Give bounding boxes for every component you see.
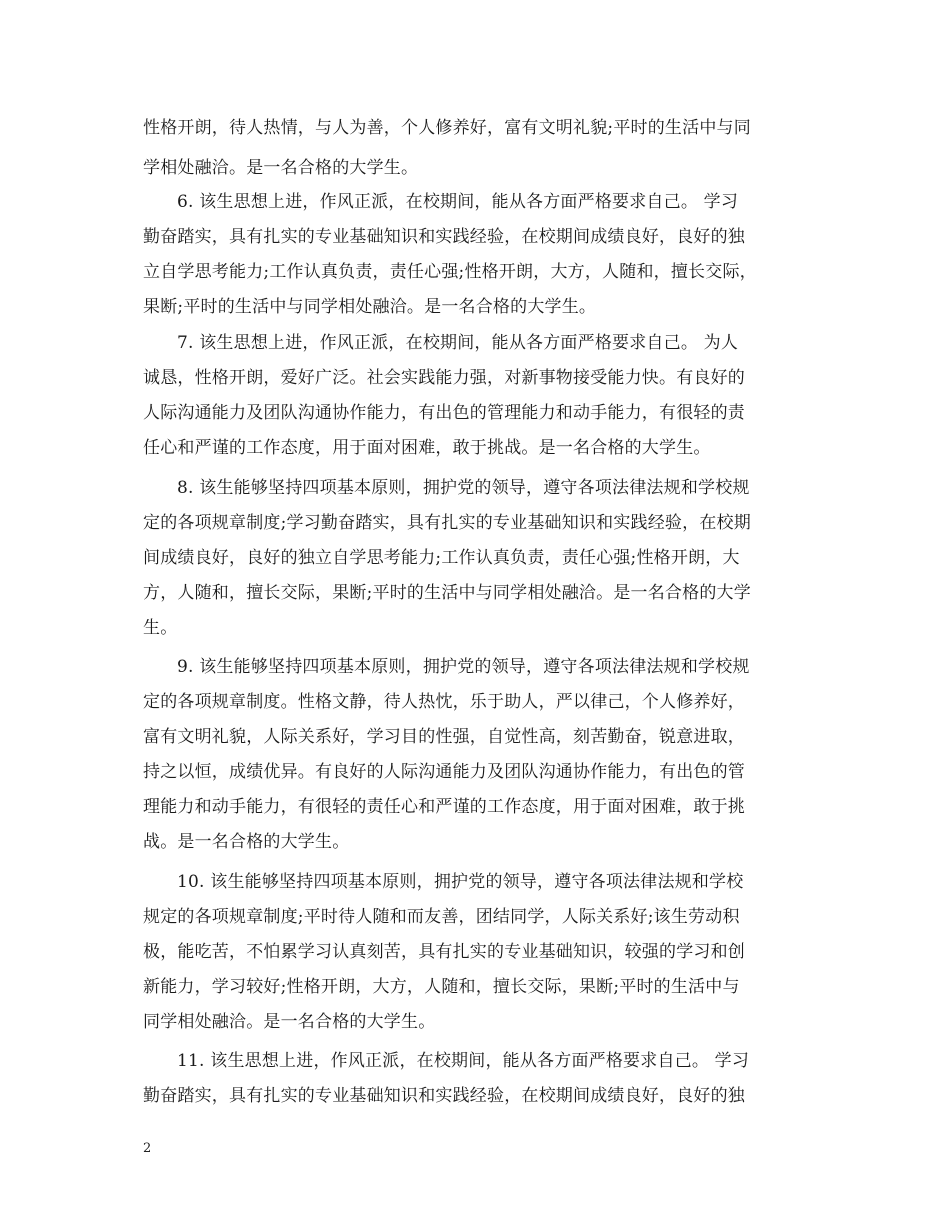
paragraph-7-start: 7. 该生思想上进，作风正派，在校期间，能从各方面严格要求自己。 为人: [177, 333, 739, 353]
text-line: 定的各项规章制度。性格文静，待人热忱，乐于助人，严以律己，个人修养好，: [143, 692, 745, 712]
text-line: 同学相处融洽。是一名合格的大学生。: [143, 1012, 436, 1032]
text-line: 勤奋踏实，具有扎实的专业基础知识和实践经验，在校期间成绩良好，良好的独: [143, 1086, 745, 1106]
paragraph-9-start: 9. 该生能够坚持四项基本原则，拥护党的领导，遵守各项法律法规和学校规: [177, 657, 750, 677]
text-line: 战。是一名合格的大学生。: [143, 832, 350, 852]
text-line: 人际沟通能力及团队沟通协作能力，有出色的管理能力和动手能力，有很轻的责: [143, 403, 745, 423]
text-line: 任心和严谨的工作态度，用于面对困难，敢于挑战。是一名合格的大学生。: [143, 438, 711, 458]
text-line: 富有文明礼貌，人际关系好，学习目的性强，自觉性高，刻苦勤奋，锐意进取，: [143, 727, 745, 747]
text-line: 理能力和动手能力，有很轻的责任心和严谨的工作态度，用于面对困难，敢于挑: [143, 797, 745, 817]
text-line: 勤奋踏实，具有扎实的专业基础知识和实践经验，在校期间成绩良好，良好的独: [143, 227, 745, 247]
text-line: 果断;平时的生活中与同学相处融洽。是一名合格的大学生。: [143, 297, 597, 317]
text-line: 诚恳，性格开朗，爱好广泛。社会实践能力强，对新事物接受能力快。有良好的: [143, 368, 745, 388]
text-line: 持之以恒，成绩优异。有良好的人际沟通能力及团队沟通协作能力，有出色的管: [143, 762, 745, 782]
text-line: 生。: [143, 618, 178, 638]
text-line: 新能力，学习较好;性格开朗，大方，人随和，擅长交际，果断;平时的生活中与: [143, 977, 740, 997]
text-line: 方，人随和，擅长交际，果断;平时的生活中与同学相处融洽。是一名合格的大学: [143, 583, 751, 603]
paragraph-11-start: 11. 该生思想上进，作风正派，在校期间，能从各方面严格要求自己。 学习: [177, 1051, 750, 1071]
paragraph-10-start: 10. 该生能够坚持四项基本原则，拥护党的领导，遵守各项法律法规和学校: [177, 872, 744, 892]
text-line: 立自学思考能力;工作认真负责，责任心强;性格开朗，大方，人随和，擅长交际，: [143, 262, 757, 282]
text-line: 规定的各项规章制度;平时待人随和而友善，团结同学，人际关系好;该生劳动积: [143, 907, 740, 927]
page-number: 2: [143, 1141, 152, 1156]
text-line: 极，能吃苦，不怕累学习认真刻苦，具有扎实的专业基础知识，较强的学习和创: [143, 942, 745, 962]
text-line: 性格开朗，待人热情，与人为善，个人修养好，富有文明礼貌;平时的生活中与同: [143, 118, 751, 138]
text-line: 间成绩良好，良好的独立自学思考能力;工作认真负责，责任心强;性格开朗，大: [143, 548, 740, 568]
text-line: 定的各项规章制度;学习勤奋踏实，具有扎实的专业基础知识和实践经验，在校期: [143, 513, 751, 533]
paragraph-6-start: 6. 该生思想上进，作风正派，在校期间，能从各方面严格要求自己。 学习: [177, 192, 739, 212]
paragraph-8-start: 8. 该生能够坚持四项基本原则，拥护党的领导，遵守各项法律法规和学校规: [177, 478, 750, 498]
text-line: 学相处融洽。是一名合格的大学生。: [143, 158, 419, 178]
